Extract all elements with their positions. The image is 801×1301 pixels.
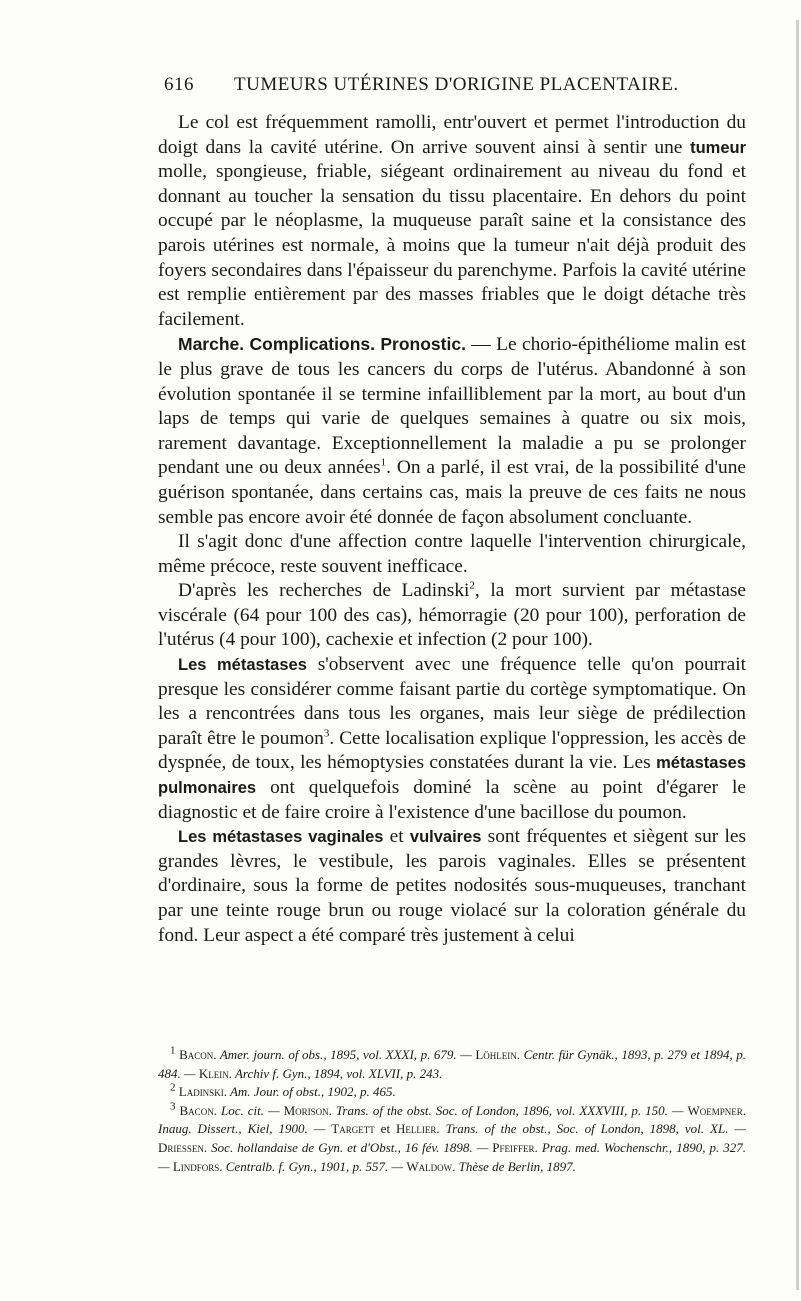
citation: Centr. für Gynäk., 1893, p. 279 et 1894, p. 484. — xyxy=(158,1047,747,1081)
author-name: Morison. xyxy=(283,1102,332,1118)
footnotes xyxy=(158,1046,746,1176)
author-name: Pfeiffer. xyxy=(492,1139,538,1155)
paragraph-5 xyxy=(158,653,746,825)
text-run: s'observent avec une fréquence telle qu'on pourrait presque les considérer comme faisant partie du cortège symptomatique. On les a rencontrées dans tous les organes, mais leur siège de prédilection paraît être le poumon xyxy=(158,654,746,749)
paragraph-2 xyxy=(158,332,746,530)
author-name: Targett xyxy=(331,1121,375,1137)
text-run: molle, spongieuse, friable, siégeant ordinairement au niveau du fond et donnant au toucher la sensation du tissu placentaire. En dehors du point occupé par le néoplasme, la muqueuse paraît saine et la consistance des parois utérines est normale, à moins que la tumeur n'ait déjà produit des foyers secondaires dans l'épaisseur du parenchyme. Parfois la cavité utérine est remplie entièrement par des masses friables que le doigt détache très facilement. xyxy=(158,161,746,330)
text-run: D'après les recherches de Ladinski xyxy=(178,580,470,602)
citation: Inaug. Dissert., Kiel, 1900. — xyxy=(158,1121,332,1137)
citation: Amer. journ. of obs., 1895, vol. XXXI, p. 679. — xyxy=(216,1047,476,1062)
citation: Prag. med. Wochenschr., 1890, p. 327. — xyxy=(158,1139,746,1174)
author-name: Woempner. xyxy=(687,1102,746,1118)
bold-term: métastases pulmonaires xyxy=(158,754,746,798)
citation: Loc. cit. — xyxy=(216,1102,284,1118)
footnote-ref-3: 3 xyxy=(323,727,330,740)
text-run: . On a parlé, il est vrai, de la possibilité d'une guérison spontanée, dans certains cas, mais la preuve de ces faits ne nous semble pas encore avoir été donnée de façon absolument concluante. xyxy=(158,457,746,528)
author-name: Bacon. xyxy=(179,1047,217,1062)
text-run: ont quelquefois dominé la scène au point d'égarer le diagnostic et de faire croire à l'existence d'une bacillose du poumon. xyxy=(158,777,746,823)
author-name: Waldow. xyxy=(406,1158,456,1174)
citation: Archiv f. Gyn., 1894, vol. XLVII, p. 243. xyxy=(231,1065,443,1081)
author-name: Driessen. xyxy=(158,1139,208,1155)
footnote-ref-1: 1 xyxy=(380,456,387,469)
author-name: Löhlein. xyxy=(475,1047,521,1062)
section-heading: Marche. Complications. Pronostic. xyxy=(178,334,466,355)
bold-term: vulvaires xyxy=(409,828,482,847)
author-name: Hellier. xyxy=(396,1121,440,1137)
bold-term: Les métastases xyxy=(178,656,307,675)
text-run: — Le chorio-épithéliome malin est le plus grave de tous les cancers du corps de l'utérus. Abandonné à son évolution spontanée il se termine infailliblement par la mort, au bout d'un laps de temps qui varie de quelques semaines à quatre ou six mois, rarement davantage. Exceptionnellement la maladie a pu se prolonger pendant une ou deux années xyxy=(158,334,746,479)
author-name: Lindfors. xyxy=(172,1158,223,1174)
bold-term: tumeur xyxy=(690,138,746,157)
page-edge-shadow xyxy=(796,20,799,1290)
citation: Thèse de Berlin, 1897. xyxy=(455,1158,576,1174)
paragraph-3: Il s'agit donc d'une affection contre laquelle l'intervention chirurgicale, même précoce, reste souvent inefficace. xyxy=(158,531,746,577)
paragraph-6 xyxy=(158,825,746,948)
running-title: TUMEURS UTÉRINES D'ORIGINE PLACENTAIRE. xyxy=(234,74,679,95)
text-run: sont fréquentes et siègent sur les grandes lèvres, le vestibule, les parois vaginales. Elles se présentent d'ordinaire, sous la forme de petites nodosités sous-muqueuses, tranchant par une teinte rouge brun ou rouge violacé sur la coloration générale du fond. Leur aspect a été comparé très justement à celui xyxy=(158,826,746,946)
footnote-number: 2 xyxy=(170,1081,176,1094)
page-number: 616 xyxy=(164,74,194,95)
text-run: , la mort survient par métastase viscérale (64 pour 100 des cas), hémorragie (20 pour 100), perforation de l'utérus (4 pour 100), cachexie et infection (2 pour 100). xyxy=(158,580,746,651)
citation: Trans. of the obst., Soc. of London, 1898, vol. XL. — xyxy=(439,1121,746,1137)
author-name: Ladinski. xyxy=(178,1084,227,1100)
main-text xyxy=(158,111,746,948)
citation: Am. Jour. of obst., 1902, p. 465. xyxy=(226,1084,396,1100)
text-run: et xyxy=(383,826,410,848)
text-run: Le col est fréquemment ramolli, entr'ouvert et permet l'introduction du doigt dans la cavité utérine. On arrive souvent ainsi à sentir une xyxy=(158,112,746,158)
citation: Soc. hollandaise de Gyn. et d'Obst., 16 fév. 1898. — xyxy=(207,1139,493,1155)
footnote-2 xyxy=(158,1083,746,1102)
paragraph-4 xyxy=(158,579,746,653)
citation: Centralb. f. Gyn., 1901, p. 557. — xyxy=(222,1158,407,1174)
author-name: Bacon. xyxy=(179,1102,217,1118)
footnote-ref-2: 2 xyxy=(469,579,475,592)
text-run: . Cette localisation explique l'oppression, les accès de dyspnée, de toux, les hémoptysies constatées durant la vie. Les xyxy=(158,727,747,774)
footnote-number: 3 xyxy=(170,1100,176,1113)
footnote-1 xyxy=(158,1046,746,1083)
author-name: Klein. xyxy=(198,1065,232,1081)
bold-term: Les métastases vaginales xyxy=(178,828,384,847)
footnote-number: 1 xyxy=(170,1044,176,1057)
paragraph-1 xyxy=(158,111,746,332)
running-header xyxy=(164,74,724,96)
citation: et xyxy=(374,1121,397,1137)
footnote-3 xyxy=(158,1102,746,1176)
citation: Trans. of the obst. Soc. of London, 1896, vol. XXXVIII, p. 150. — xyxy=(331,1102,688,1118)
